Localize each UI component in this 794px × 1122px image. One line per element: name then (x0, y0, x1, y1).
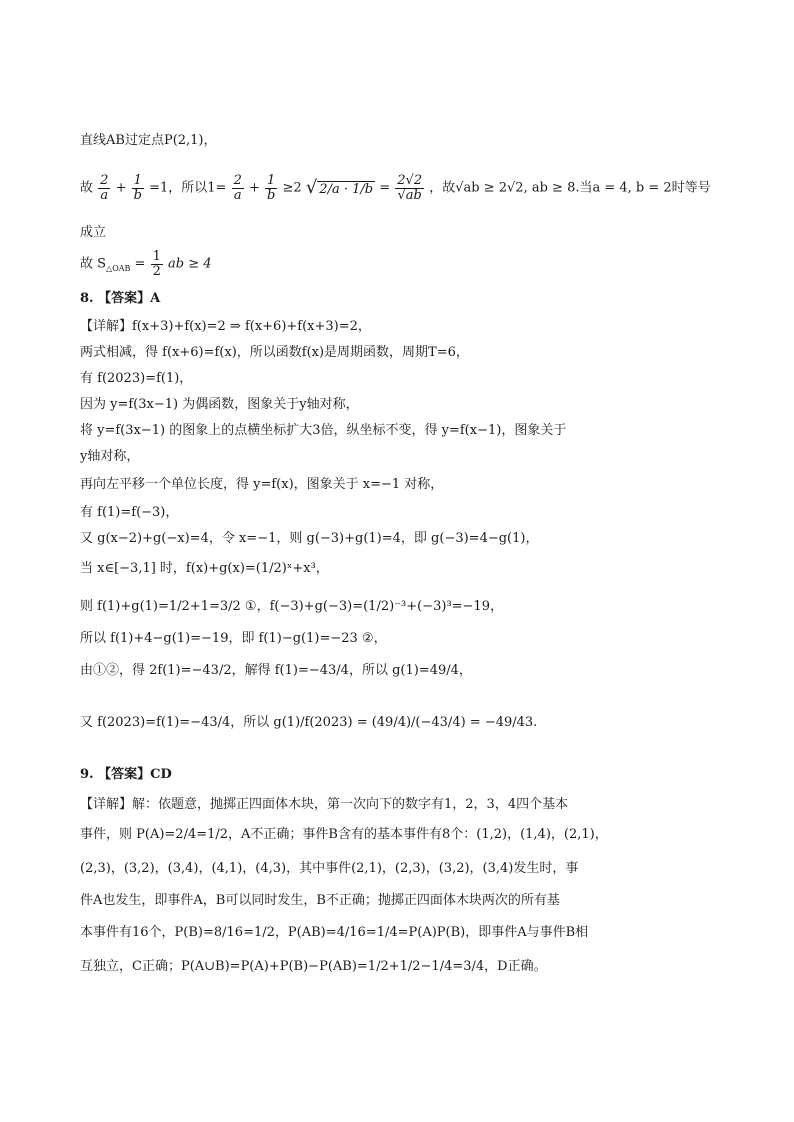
text-line-inequality (80, 174, 711, 202)
denominator: a (100, 187, 109, 203)
answer-heading-8: 8. 【答案】A (80, 291, 161, 306)
text-line: 事件，则 P(A)=2/4=1/2，A不正确；事件B含有的基本事件有8个：(1,2)，(1,4)，(2,1)， (80, 827, 608, 842)
denominator: √ab (397, 187, 422, 203)
text-line: 【详解】解：依题意，抛掷正四面体木块，第一次向下的数字有1，2，3，4四个基本 (80, 797, 569, 812)
text-line: 再向左平移一个单位长度，得 y=f(x)，图象关于 x=−1 对称， (80, 477, 444, 492)
text: = (130, 256, 150, 272)
text-line: 本事件有16个，P(B)=8/16=1/2，P(AB)=4/16=1/4=P(A)P(B)，即事件A与事件B相 (80, 925, 589, 940)
text-line: 当 x∈[−3,1] 时，f(x)+g(x)=(1/2)ˣ+x³， (80, 561, 329, 576)
text-line: 由①②，得 2f(1)=−43/2，解得 f(1)=−43/4，所以 g(1)=49/4， (80, 663, 472, 678)
text-line: 又 g(x−2)+g(−x)=4，令 x=−1，则 g(−3)+g(1)=4，即 g(−3)=4−g(1)， (80, 531, 539, 546)
fraction (98, 174, 110, 202)
text: = (379, 180, 391, 196)
subscript: △OAB (106, 264, 131, 274)
text-line: 互独立，C正确；P(A∪B)=P(A)+P(B)−P(AB)=1/2+1/2−1/4=3/4，D正确。 (80, 959, 547, 974)
text-line: 又 f(2023)=f(1)=−43/4，所以 g(1)/f(2023) = (49/4)/(−43/4) = −49/43. (80, 715, 538, 730)
radicand: 2/a · 1/b (319, 181, 374, 197)
denominator: 2 (152, 263, 161, 279)
text-line-ab-fixed-point: 直线AB过定点P(2,1)， (80, 133, 217, 148)
fraction (132, 174, 144, 202)
text: 故 S (80, 256, 107, 272)
text-line: y轴对称， (80, 449, 140, 464)
text-line-established: 成立 (80, 225, 107, 240)
denominator: b (133, 187, 142, 203)
text: ，故√ab ≥ 2√2, ab ≥ 8.当a = 4, b = 2时等号 (429, 180, 711, 196)
text: ≥2 (282, 180, 302, 196)
text-line: 将 y=f(3x−1) 的图象上的点横坐标扩大3倍，纵坐标不变，得 y=f(x−1)，图象关于 (80, 423, 567, 438)
fraction (232, 174, 244, 202)
fraction (395, 174, 424, 202)
fraction (265, 174, 277, 202)
text-line: 【详解】f(x+3)+f(x)=2 ⇒ f(x+6)+f(x+3)=2， (80, 319, 371, 334)
numerator: 1 (132, 174, 144, 189)
text-line: 有 f(2023)=f(1)， (80, 371, 193, 386)
square-root (306, 179, 375, 197)
numerator: 2 (233, 173, 242, 188)
text: ab ≥ 4 (168, 256, 212, 272)
operator: + (248, 180, 260, 196)
text-line-area (80, 250, 212, 278)
operator: + (115, 180, 127, 196)
fraction (151, 250, 163, 278)
denominator: b (267, 187, 276, 203)
text: 故 (80, 180, 94, 196)
numerator: 1 (152, 249, 161, 264)
text-line: 则 f(1)+g(1)=1/2+1=3/2 ①，f(−3)+g(−3)=(1/2)⁻³+(−3)³=−19， (80, 599, 503, 614)
text: =1，所以1= (149, 180, 227, 196)
denominator: a (233, 187, 242, 203)
sqrt-symbol-icon: √ (305, 177, 318, 199)
numerator: 2√2 (397, 173, 423, 188)
text-line: 因为 y=f(3x−1) 为偶函数，图象关于y轴对称， (80, 397, 359, 412)
numerator: 1 (265, 174, 277, 189)
text-line: 所以 f(1)+4−g(1)=−19，即 f(1)−g(1)=−23 ②， (80, 631, 387, 646)
text-line: 两式相减，得 f(x+6)=f(x)，所以函数f(x)是周期函数，周期T=6， (80, 345, 469, 360)
numerator: 2 (100, 173, 109, 188)
answer-heading-9: 9. 【答案】CD (80, 767, 172, 782)
text-line: 件A也发生，即事件A，B可以同时发生，B不正确；抛掷正四面体木块两次的所有基 (80, 893, 560, 908)
text-line: 有 f(1)=f(−3)， (80, 505, 179, 520)
text-line: (2,3)，(3,2)，(3,4)，(4,1)，(4,3)，其中事件(2,1)，(2,3)，(3,2)，(3,4)发生时，事 (80, 861, 579, 876)
